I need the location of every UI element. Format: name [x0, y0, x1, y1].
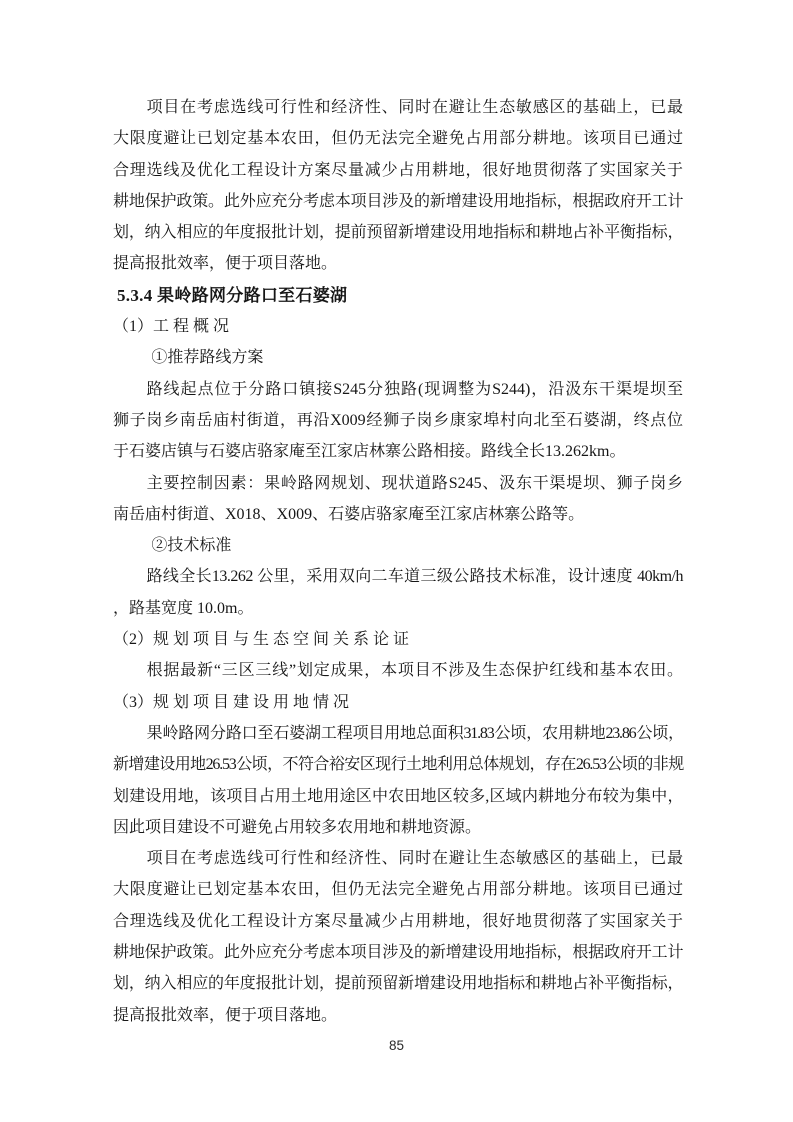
text-line: 于石婆店镇与石婆店骆家庵至江家店林寨公路相接。路线全长13.262km。 [113, 443, 626, 461]
text-line: 项目在考虑选线可行性和经济性、同时在避让生态敏感区的基础上，已最 [146, 850, 683, 868]
text-line: 根据最新“三区三线”划定成果，本项目不涉及生态保护红线和基本农田。 [146, 662, 683, 680]
subsection-label: （2）规 划 项 目 与 生 态 空 间 关 系 论 证 [113, 631, 410, 649]
page-content [113, 92, 683, 1031]
text-line: 划，纳入相应的年度报批计划，提前预留新增建设用地指标和耕地占补平衡指标， [113, 975, 683, 993]
list-item-label: ②技术标准 [151, 537, 232, 555]
text-line: 划建设用地，该项目占用土地用途区中农田地区较多,区域内耕地分布较为集中， [113, 787, 683, 805]
page-number: 85 [388, 1038, 405, 1053]
text-line: 提高报批效率，便于项目落地。 [113, 1006, 338, 1024]
text-line: 主要控制因素：果岭路网规划、现状道路S245、汲东干渠堤坝、狮子岗乡 [146, 474, 683, 492]
text-line: 大限度避让已划定基本农田，但仍无法完全避免占用部分耕地。该项目已通过 [113, 881, 683, 899]
list-item-label: ①推荐路线方案 [151, 349, 264, 367]
text-line: 合理选线及优化工程设计方案尽量减少占用耕地，很好地贯彻落了实国家关于 [113, 161, 683, 179]
text-line: 项目在考虑选线可行性和经济性、同时在避让生态敏感区的基础上，已最 [146, 99, 683, 116]
text-line: 提高报批效率，便于项目落地。 [113, 255, 338, 273]
text-line: 划，纳入相应的年度报批计划，提前预留新增建设用地指标和耕地占补平衡指标， [113, 224, 683, 242]
text-line: ，路基宽度 10.0m。 [113, 599, 254, 617]
text-line: 南岳庙村街道、X018、X009、石婆店骆家庵至江家店林寨公路等。 [113, 505, 585, 523]
text-line: 合理选线及优化工程设计方案尽量减少占用耕地，很好地贯彻落了实国家关于 [113, 912, 683, 930]
text-line: 因此项目建设不可避免占用较多农用地和耕地资源。 [113, 818, 482, 836]
text-line: 狮子岗乡南岳庙村街道，再沿X009经狮子岗乡康家埠村向北至石婆湖，终点位 [113, 411, 683, 429]
text-line: 新增建设用地26.53公顷，不符合裕安区现行土地利用总体规划，存在26.53公顷的非规 [113, 756, 683, 774]
text-line: 路线全长13.262 公里，采用双向二车道三级公路技术标准，设计速度 40km/h [146, 568, 683, 586]
text-line: 耕地保护政策。此外应充分考虑本项目涉及的新增建设用地指标，根据政府开工计 [113, 944, 683, 962]
text-line: 耕地保护政策。此外应充分考虑本项目涉及的新增建设用地指标，根据政府开工计 [113, 192, 683, 210]
text-line: 果岭路网分路口至石婆湖工程项目用地总面积31.83公顷，农用耕地23.86公顷， [146, 724, 683, 742]
subsection-label: （1）工 程 概 况 [113, 318, 230, 336]
text-line: 大限度避让已划定基本农田，但仍无法完全避免占用部分耕地。该项目已通过 [113, 130, 683, 148]
subsection-label: （3）规 划 项 目 建 设 用 地 情 况 [113, 693, 350, 711]
section-heading: 5.3.4 果岭路网分路口至石婆湖 [117, 285, 348, 305]
text-line: 路线起点位于分路口镇接S245分独路(现调整为S244)，沿汲东干渠堤坝至 [146, 380, 683, 398]
